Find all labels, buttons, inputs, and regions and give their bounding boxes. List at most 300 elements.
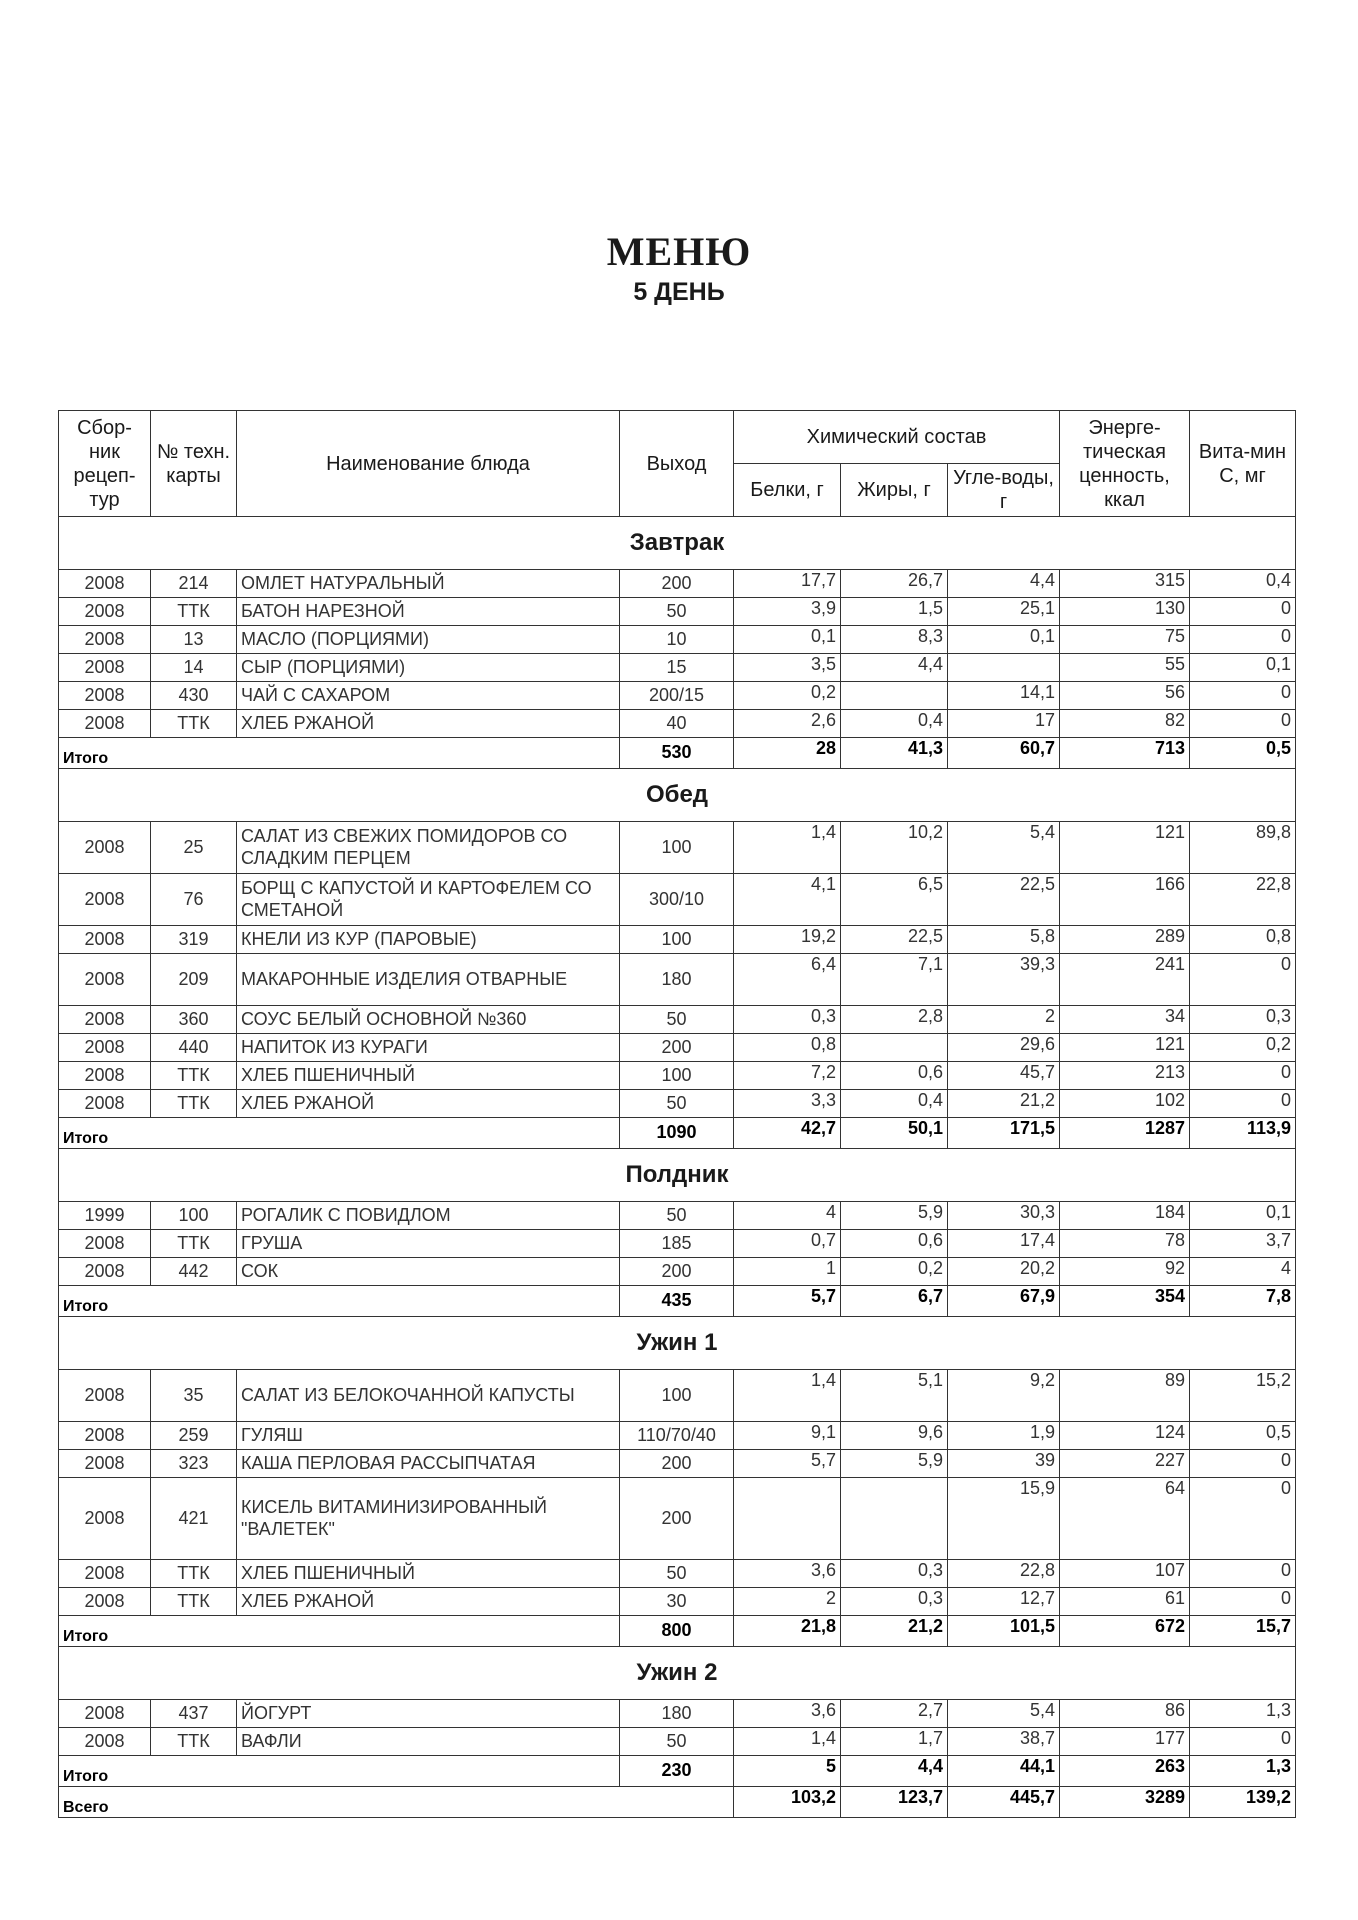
menu-table [58,410,1296,1818]
energy-cell: 78 [1060,1230,1190,1258]
carbs-cell: 0,1 [948,626,1060,654]
energy-cell: 227 [1060,1450,1190,1478]
vitamin-c-cell: 0 [1190,1090,1296,1118]
output-cell: 200 [620,1478,734,1560]
total-row [59,1756,1296,1787]
carbs-cell: 22,8 [948,1560,1060,1588]
dish-name-cell: САЛАТ ИЗ БЕЛОКОЧАННОЙ КАПУСТЫ [237,1370,620,1422]
output-cell: 50 [620,1090,734,1118]
energy-cell: 56 [1060,682,1190,710]
energy-cell: 315 [1060,570,1190,598]
vitamin-c-cell: 4 [1190,1258,1296,1286]
energy-cell: 124 [1060,1422,1190,1450]
vitamin-c-cell: 0 [1190,954,1296,1006]
fat-cell: 1,7 [841,1728,948,1756]
section-title: Полдник [59,1149,1296,1202]
dish-name-cell: ЙОГУРТ [237,1700,620,1728]
header-output: Выход [620,411,734,517]
protein-cell: 0,8 [734,1034,841,1062]
tech-card-cell: 76 [151,874,237,926]
fat-cell: 5,1 [841,1370,948,1422]
section-header [59,1149,1296,1202]
tech-card-cell: 319 [151,926,237,954]
carbs-cell: 5,4 [948,822,1060,874]
protein-cell: 3,5 [734,654,841,682]
sbornik-cell: 2008 [59,1478,151,1560]
total-protein: 28 [734,738,841,769]
sbornik-cell: 2008 [59,710,151,738]
tech-card-cell: 437 [151,1700,237,1728]
vitamin-c-cell: 3,7 [1190,1230,1296,1258]
dish-name-cell: ХЛЕБ ПШЕНИЧНЫЙ [237,1560,620,1588]
protein-cell: 1,4 [734,1370,841,1422]
dish-name-cell: НАПИТОК ИЗ КУРАГИ [237,1034,620,1062]
table-row [59,682,1296,710]
dish-name-cell: СОУС БЕЛЫЙ ОСНОВНОЙ №360 [237,1006,620,1034]
grand-total-vitamin-c: 139,2 [1190,1787,1296,1818]
fat-cell: 10,2 [841,822,948,874]
output-cell: 200 [620,1034,734,1062]
vitamin-c-cell: 0,1 [1190,1202,1296,1230]
fat-cell: 2,8 [841,1006,948,1034]
vitamin-c-cell: 89,8 [1190,822,1296,874]
tech-card-cell: 13 [151,626,237,654]
total-label: Итого [59,738,620,769]
output-cell: 100 [620,1370,734,1422]
carbs-cell: 9,2 [948,1370,1060,1422]
dish-name-cell: ОМЛЕТ НАТУРАЛЬНЫЙ [237,570,620,598]
energy-cell: 34 [1060,1006,1190,1034]
tech-card-cell: 440 [151,1034,237,1062]
vitamin-c-cell: 22,8 [1190,874,1296,926]
fat-cell: 0,2 [841,1258,948,1286]
section-title: Ужин 1 [59,1317,1296,1370]
energy-cell: 89 [1060,1370,1190,1422]
total-row [59,1286,1296,1317]
output-cell: 15 [620,654,734,682]
vitamin-c-cell: 0 [1190,626,1296,654]
protein-cell: 0,7 [734,1230,841,1258]
protein-cell: 3,3 [734,1090,841,1118]
output-cell: 200 [620,1258,734,1286]
carbs-cell: 4,4 [948,570,1060,598]
protein-cell: 4 [734,1202,841,1230]
tech-card-cell: 25 [151,822,237,874]
carbs-cell: 12,7 [948,1588,1060,1616]
fat-cell: 7,1 [841,954,948,1006]
total-row [59,1616,1296,1647]
vitamin-c-cell: 0 [1190,682,1296,710]
fat-cell [841,1034,948,1062]
tech-card-cell: ТТК [151,1230,237,1258]
table-row [59,1560,1296,1588]
total-protein: 21,8 [734,1616,841,1647]
output-cell: 30 [620,1588,734,1616]
output-cell: 110/70/40 [620,1422,734,1450]
tech-card-cell: ТТК [151,598,237,626]
dish-name-cell: КИСЕЛЬ ВИТАМИНИЗИРОВАННЫЙ "ВАЛЕТЕК" [237,1478,620,1560]
table-row [59,1700,1296,1728]
energy-cell: 61 [1060,1588,1190,1616]
energy-cell: 107 [1060,1560,1190,1588]
output-cell: 50 [620,1202,734,1230]
sbornik-cell: 2008 [59,822,151,874]
output-cell: 180 [620,1700,734,1728]
dish-name-cell: ЧАЙ С САХАРОМ [237,682,620,710]
sbornik-cell: 2008 [59,1258,151,1286]
energy-cell: 289 [1060,926,1190,954]
tech-card-cell: 14 [151,654,237,682]
carbs-cell: 14,1 [948,682,1060,710]
carbs-cell: 20,2 [948,1258,1060,1286]
vitamin-c-cell: 0,8 [1190,926,1296,954]
protein-cell: 0,3 [734,1006,841,1034]
sbornik-cell: 2008 [59,1370,151,1422]
fat-cell: 8,3 [841,626,948,654]
total-energy: 263 [1060,1756,1190,1787]
dish-name-cell: СОК [237,1258,620,1286]
protein-cell: 3,9 [734,598,841,626]
output-cell: 300/10 [620,874,734,926]
section-title: Ужин 2 [59,1647,1296,1700]
carbs-cell: 21,2 [948,1090,1060,1118]
total-output: 800 [620,1616,734,1647]
dish-name-cell: БАТОН НАРЕЗНОЙ [237,598,620,626]
carbs-cell [948,654,1060,682]
output-cell: 100 [620,822,734,874]
vitamin-c-cell: 0 [1190,1478,1296,1560]
protein-cell: 3,6 [734,1560,841,1588]
output-cell: 50 [620,1728,734,1756]
grand-total-label: Всего [59,1787,734,1818]
tech-card-cell: 35 [151,1370,237,1422]
total-carbs: 60,7 [948,738,1060,769]
dish-name-cell: САЛАТ ИЗ СВЕЖИХ ПОМИДОРОВ СО СЛАДКИМ ПЕРЦЕМ [237,822,620,874]
table-row [59,822,1296,874]
energy-cell: 184 [1060,1202,1190,1230]
carbs-cell: 45,7 [948,1062,1060,1090]
section-header [59,1317,1296,1370]
sbornik-cell: 2008 [59,874,151,926]
carbs-cell: 39 [948,1450,1060,1478]
energy-cell: 166 [1060,874,1190,926]
total-carbs: 101,5 [948,1616,1060,1647]
energy-cell: 241 [1060,954,1190,1006]
table-row [59,598,1296,626]
protein-cell [734,1478,841,1560]
total-output: 435 [620,1286,734,1317]
fat-cell [841,1478,948,1560]
output-cell: 185 [620,1230,734,1258]
protein-cell: 0,1 [734,626,841,654]
protein-cell: 6,4 [734,954,841,1006]
sbornik-cell: 2008 [59,1422,151,1450]
section-header [59,769,1296,822]
energy-cell: 121 [1060,822,1190,874]
fat-cell: 0,4 [841,710,948,738]
fat-cell: 1,5 [841,598,948,626]
output-cell: 10 [620,626,734,654]
grand-total-carbs: 445,7 [948,1787,1060,1818]
total-vitamin-c: 1,3 [1190,1756,1296,1787]
dish-name-cell: ВАФЛИ [237,1728,620,1756]
sbornik-cell: 2008 [59,1034,151,1062]
total-vitamin-c: 15,7 [1190,1616,1296,1647]
section-header [59,517,1296,570]
header-sbornik: Сбор-ник рецеп-тур [59,411,151,517]
total-energy: 354 [1060,1286,1190,1317]
carbs-cell: 2 [948,1006,1060,1034]
table-row [59,710,1296,738]
table-row [59,1202,1296,1230]
energy-cell: 177 [1060,1728,1190,1756]
table-row [59,874,1296,926]
fat-cell [841,682,948,710]
tech-card-cell: ТТК [151,1090,237,1118]
sbornik-cell: 2008 [59,1062,151,1090]
tech-card-cell: 421 [151,1478,237,1560]
total-vitamin-c: 0,5 [1190,738,1296,769]
total-label: Итого [59,1118,620,1149]
fat-cell: 9,6 [841,1422,948,1450]
fat-cell: 26,7 [841,570,948,598]
vitamin-c-cell: 1,3 [1190,1700,1296,1728]
total-output: 530 [620,738,734,769]
table-row [59,1006,1296,1034]
total-output: 1090 [620,1118,734,1149]
protein-cell: 1,4 [734,822,841,874]
fat-cell: 22,5 [841,926,948,954]
page-subtitle: 5 ДЕНЬ [633,278,725,306]
total-label: Итого [59,1286,620,1317]
dish-name-cell: ХЛЕБ РЖАНОЙ [237,1090,620,1118]
output-cell: 50 [620,598,734,626]
section-title: Завтрак [59,517,1296,570]
sbornik-cell: 2008 [59,1230,151,1258]
grand-total-fat: 123,7 [841,1787,948,1818]
energy-cell: 102 [1060,1090,1190,1118]
table-row [59,1062,1296,1090]
fat-cell: 0,3 [841,1588,948,1616]
protein-cell: 5,7 [734,1450,841,1478]
carbs-cell: 29,6 [948,1034,1060,1062]
sbornik-cell: 2008 [59,682,151,710]
tech-card-cell: 360 [151,1006,237,1034]
tech-card-cell: 259 [151,1422,237,1450]
total-fat: 41,3 [841,738,948,769]
sbornik-cell: 2008 [59,1560,151,1588]
grand-total-protein: 103,2 [734,1787,841,1818]
output-cell: 50 [620,1006,734,1034]
carbs-cell: 25,1 [948,598,1060,626]
protein-cell: 17,7 [734,570,841,598]
carbs-cell: 39,3 [948,954,1060,1006]
table-row [59,926,1296,954]
tech-card-cell: ТТК [151,1728,237,1756]
header-dish-name: Наименование блюда [237,411,620,517]
total-fat: 4,4 [841,1756,948,1787]
total-label: Итого [59,1756,620,1787]
fat-cell: 0,4 [841,1090,948,1118]
energy-cell: 86 [1060,1700,1190,1728]
tech-card-cell: 323 [151,1450,237,1478]
table-row [59,570,1296,598]
output-cell: 200/15 [620,682,734,710]
energy-cell: 75 [1060,626,1190,654]
sbornik-cell: 2008 [59,598,151,626]
output-cell: 180 [620,954,734,1006]
protein-cell: 3,6 [734,1700,841,1728]
table-row [59,1090,1296,1118]
sbornik-cell: 2008 [59,1090,151,1118]
total-energy: 672 [1060,1616,1190,1647]
table-row [59,1588,1296,1616]
output-cell: 50 [620,1560,734,1588]
dish-name-cell: МАКАРОННЫЕ ИЗДЕЛИЯ ОТВАРНЫЕ [237,954,620,1006]
vitamin-c-cell: 0 [1190,710,1296,738]
protein-cell: 1,4 [734,1728,841,1756]
dish-name-cell: РОГАЛИК С ПОВИДЛОМ [237,1202,620,1230]
section-title: Обед [59,769,1296,822]
vitamin-c-cell: 15,2 [1190,1370,1296,1422]
total-energy: 713 [1060,738,1190,769]
dish-name-cell: ХЛЕБ РЖАНОЙ [237,710,620,738]
vitamin-c-cell: 0 [1190,1450,1296,1478]
vitamin-c-cell: 0 [1190,598,1296,626]
vitamin-c-cell: 0 [1190,1588,1296,1616]
total-protein: 42,7 [734,1118,841,1149]
fat-cell: 5,9 [841,1450,948,1478]
vitamin-c-cell: 0,1 [1190,654,1296,682]
total-row [59,738,1296,769]
protein-cell: 2 [734,1588,841,1616]
tech-card-cell: 430 [151,682,237,710]
dish-name-cell: МАСЛО (ПОРЦИЯМИ) [237,626,620,654]
total-protein: 5 [734,1756,841,1787]
fat-cell: 6,5 [841,874,948,926]
tech-card-cell: ТТК [151,710,237,738]
total-fat: 6,7 [841,1286,948,1317]
table-row [59,654,1296,682]
tech-card-cell: 209 [151,954,237,1006]
protein-cell: 7,2 [734,1062,841,1090]
table-row [59,1450,1296,1478]
protein-cell: 19,2 [734,926,841,954]
table-row [59,954,1296,1006]
dish-name-cell: ХЛЕБ РЖАНОЙ [237,1588,620,1616]
carbs-cell: 17,4 [948,1230,1060,1258]
sbornik-cell: 2008 [59,926,151,954]
protein-cell: 0,2 [734,682,841,710]
total-output: 230 [620,1756,734,1787]
dish-name-cell: ХЛЕБ ПШЕНИЧНЫЙ [237,1062,620,1090]
total-carbs: 44,1 [948,1756,1060,1787]
header-energy: Энерге-тическая ценность, ккал [1060,411,1190,517]
carbs-cell: 15,9 [948,1478,1060,1560]
dish-name-cell: ГУЛЯШ [237,1422,620,1450]
sbornik-cell: 1999 [59,1202,151,1230]
total-row [59,1118,1296,1149]
dish-name-cell: СЫР (ПОРЦИЯМИ) [237,654,620,682]
table-row [59,1478,1296,1560]
header-tech-card: № техн. карты [151,411,237,517]
vitamin-c-cell: 0,5 [1190,1422,1296,1450]
energy-cell: 55 [1060,654,1190,682]
carbs-cell: 22,5 [948,874,1060,926]
header-protein: Белки, г [734,464,841,517]
dish-name-cell: БОРЩ С КАПУСТОЙ И КАРТОФЕЛЕМ СО СМЕТАНОЙ [237,874,620,926]
header-carbs: Угле-воды, г [948,464,1060,517]
section-header [59,1647,1296,1700]
fat-cell: 2,7 [841,1700,948,1728]
table-row [59,1034,1296,1062]
tech-card-cell: 442 [151,1258,237,1286]
grand-total-energy: 3289 [1060,1787,1190,1818]
grand-total-row [59,1787,1296,1818]
table-row [59,1728,1296,1756]
carbs-cell: 17 [948,710,1060,738]
output-cell: 200 [620,1450,734,1478]
energy-cell: 121 [1060,1034,1190,1062]
page-title: МЕНЮ [606,229,752,274]
table-row [59,1230,1296,1258]
energy-cell: 64 [1060,1478,1190,1560]
output-cell: 100 [620,926,734,954]
table-row [59,626,1296,654]
fat-cell: 4,4 [841,654,948,682]
sbornik-cell: 2008 [59,954,151,1006]
total-vitamin-c: 113,9 [1190,1118,1296,1149]
output-cell: 100 [620,1062,734,1090]
total-vitamin-c: 7,8 [1190,1286,1296,1317]
total-fat: 50,1 [841,1118,948,1149]
sbornik-cell: 2008 [59,626,151,654]
carbs-cell: 1,9 [948,1422,1060,1450]
header-chemical: Химический состав [734,411,1060,464]
vitamin-c-cell: 0 [1190,1560,1296,1588]
fat-cell: 0,6 [841,1230,948,1258]
sbornik-cell: 2008 [59,1588,151,1616]
vitamin-c-cell: 0 [1190,1062,1296,1090]
sbornik-cell: 2008 [59,1006,151,1034]
tech-card-cell: ТТК [151,1560,237,1588]
fat-cell: 0,6 [841,1062,948,1090]
sbornik-cell: 2008 [59,1700,151,1728]
output-cell: 40 [620,710,734,738]
header-vitamin-c: Вита-мин С, мг [1190,411,1296,517]
total-fat: 21,2 [841,1616,948,1647]
header-fat: Жиры, г [841,464,948,517]
tech-card-cell: ТТК [151,1588,237,1616]
dish-name-cell: КНЕЛИ ИЗ КУР (ПАРОВЫЕ) [237,926,620,954]
sbornik-cell: 2008 [59,1450,151,1478]
sbornik-cell: 2008 [59,1728,151,1756]
total-energy: 1287 [1060,1118,1190,1149]
sbornik-cell: 2008 [59,654,151,682]
energy-cell: 130 [1060,598,1190,626]
carbs-cell: 38,7 [948,1728,1060,1756]
dish-name-cell: ГРУША [237,1230,620,1258]
energy-cell: 92 [1060,1258,1190,1286]
tech-card-cell: 100 [151,1202,237,1230]
total-protein: 5,7 [734,1286,841,1317]
menu-body [59,517,1296,1818]
total-carbs: 171,5 [948,1118,1060,1149]
carbs-cell: 30,3 [948,1202,1060,1230]
vitamin-c-cell: 0,4 [1190,570,1296,598]
table-row [59,1422,1296,1450]
vitamin-c-cell: 0,2 [1190,1034,1296,1062]
